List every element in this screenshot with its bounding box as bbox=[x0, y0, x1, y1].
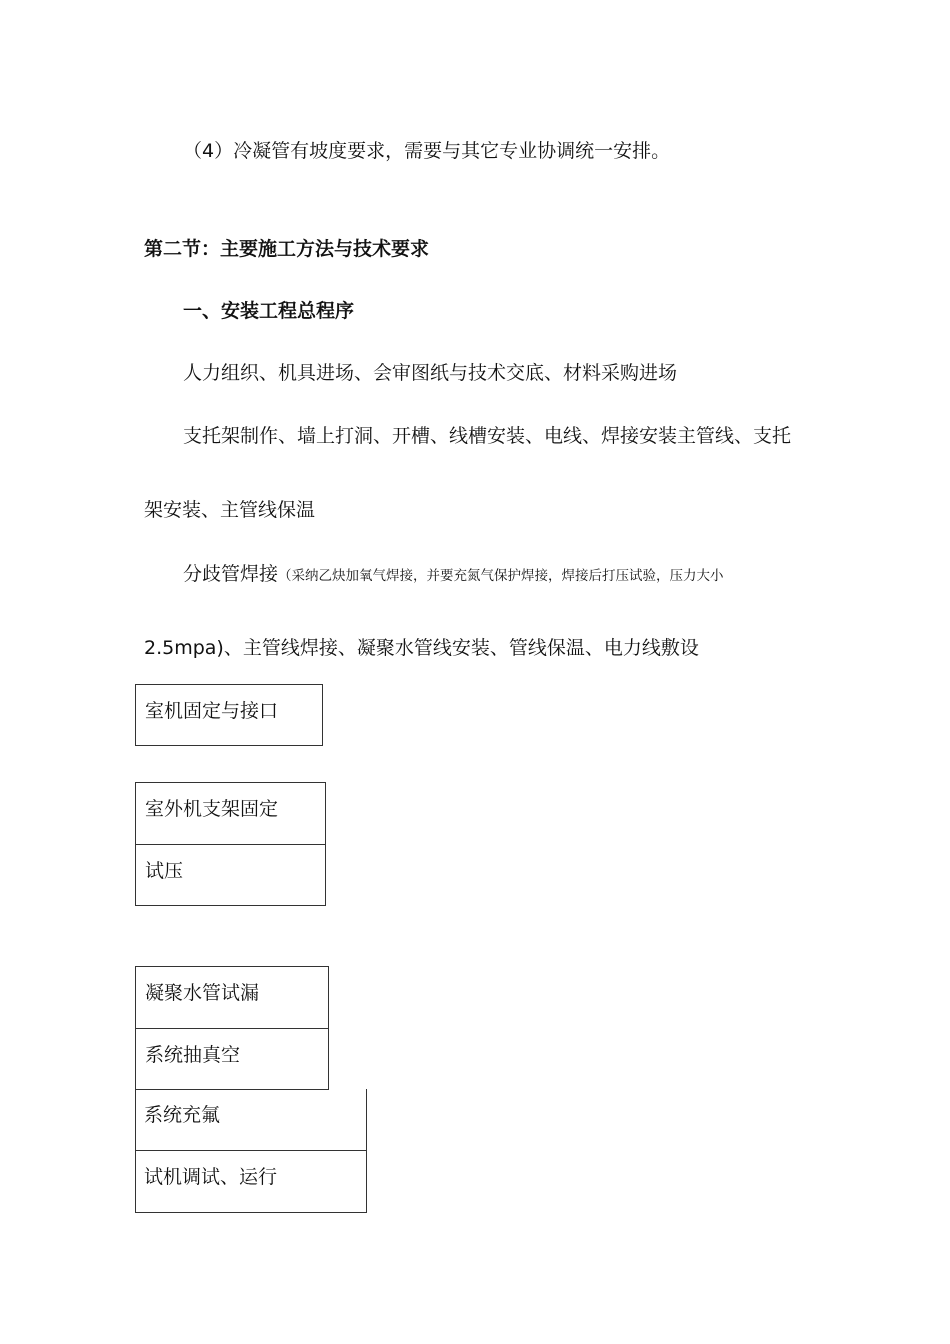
step-3-text-line-1 bbox=[183, 562, 724, 588]
section-heading: 第二节：主要施工方法与技术要求 bbox=[144, 238, 430, 260]
flow-box-group-leak-vacuum bbox=[135, 966, 329, 1090]
flow-box-pressure-test: 试压 bbox=[136, 844, 325, 906]
flow-box-label: 室机固定与接口 bbox=[145, 700, 279, 722]
step-3-note-text: （采纳乙炔加氧气焊接，并要充氮气保护焊接，焊接后打压试验，压力大小 bbox=[278, 568, 724, 584]
step-3-main-text: 分歧管焊接 bbox=[183, 563, 279, 585]
step-2-text-line-2: 架安装、主管线保温 bbox=[144, 499, 316, 521]
step-1-text: 人力组织、机具进场、会审图纸与技术交底、材料采购进场 bbox=[183, 362, 678, 384]
step-3-text-line-2: 2.5mpa)、主管线焊接、凝聚水管线安装、管线保温、电力线敷设 bbox=[144, 637, 699, 659]
flow-box-outdoor-bracket: 室外机支架固定 bbox=[145, 798, 279, 820]
flow-box-bottom-edge bbox=[135, 1212, 367, 1213]
flow-box-unit-fixing bbox=[135, 684, 323, 746]
flow-box-group-charge-run bbox=[135, 1089, 367, 1213]
step-2-text-line-1: 支托架制作、墙上打洞、开槽、线槽安装、电线、焊接安装主管线、支托 bbox=[183, 425, 792, 447]
flow-box-group-outdoor-pressure bbox=[135, 782, 326, 906]
paragraph-note-4: （4）冷凝管有坡度要求，需要与其它专业协调统一安排。 bbox=[183, 140, 671, 162]
flow-box-commissioning: 试机调试、运行 bbox=[144, 1166, 278, 1188]
flow-box-refrigerant-charge: 系统充氟 bbox=[144, 1104, 221, 1126]
flow-box-vacuum: 系统抽真空 bbox=[136, 1028, 328, 1090]
subheading-install-procedure: 一、安装工程总程序 bbox=[183, 300, 355, 322]
flow-box-condensate-leak-test: 凝聚水管试漏 bbox=[145, 982, 260, 1004]
